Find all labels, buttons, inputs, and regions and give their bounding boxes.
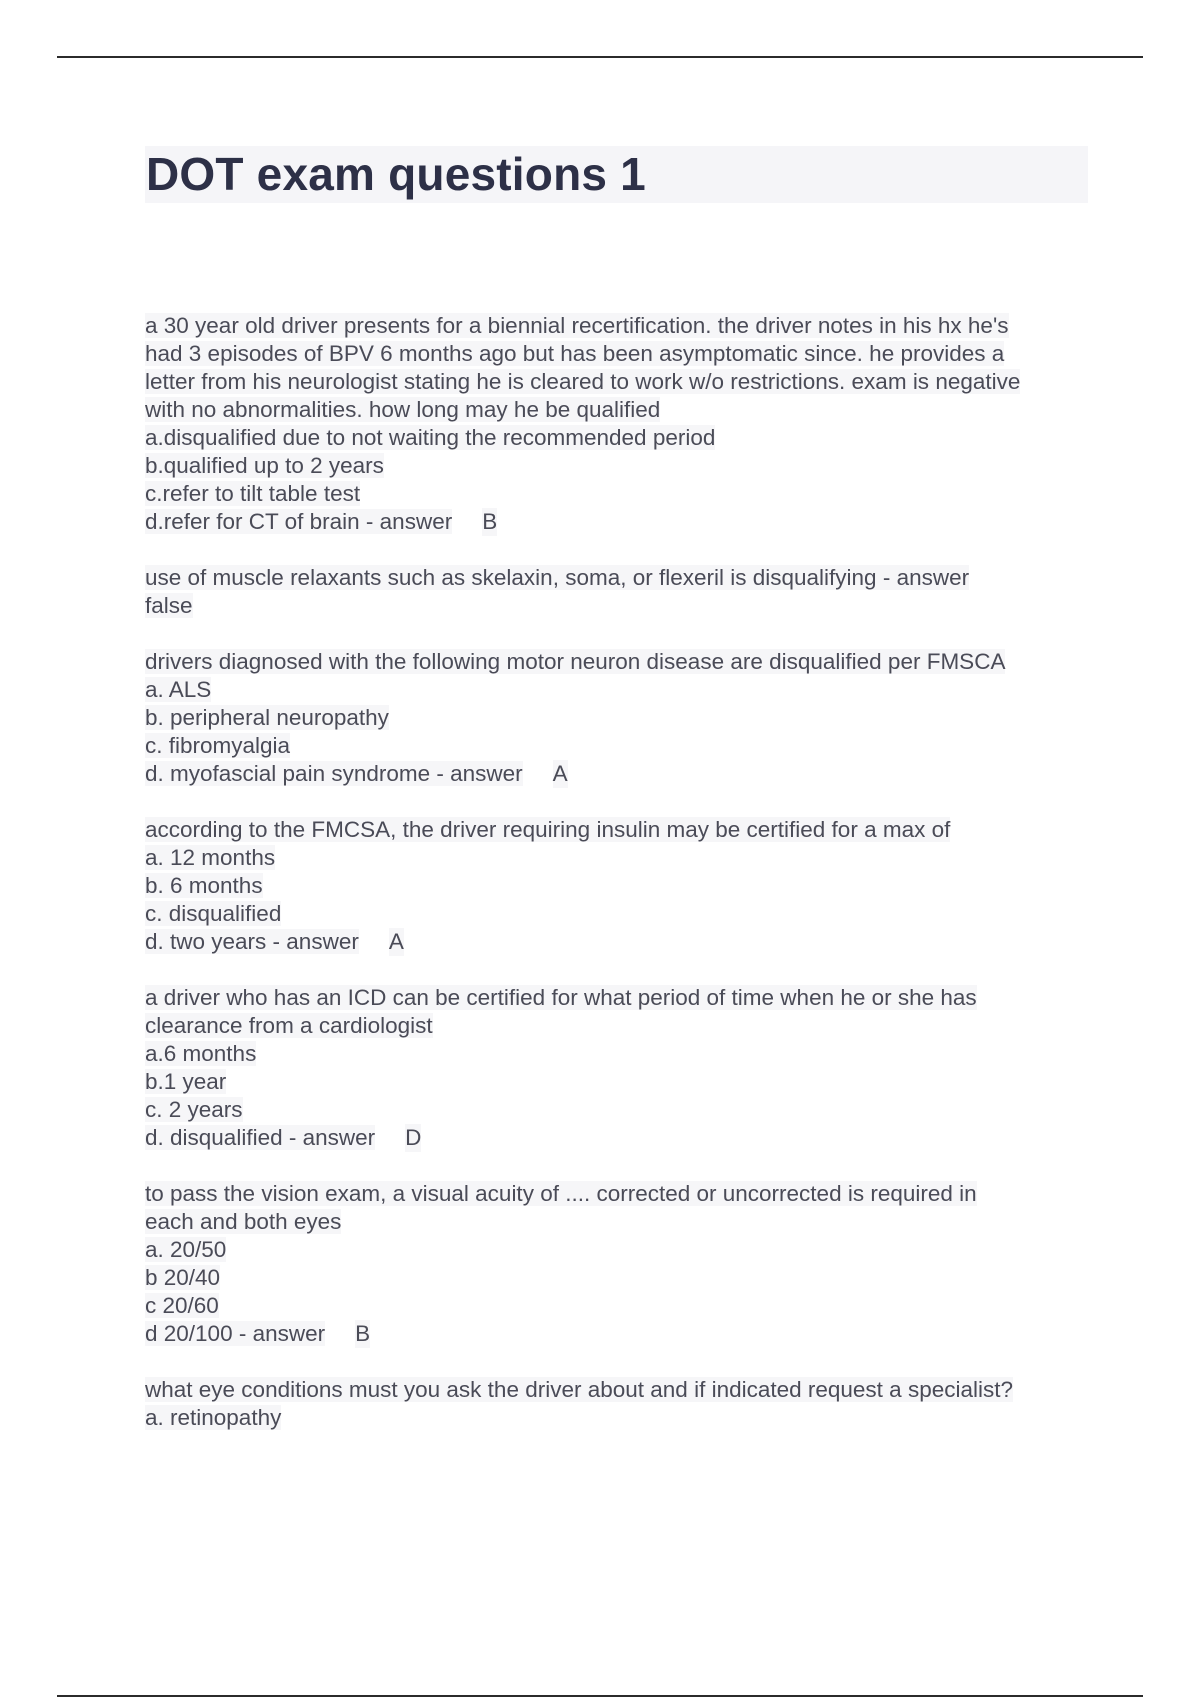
- answer-option: b. peripheral neuropathy: [145, 705, 389, 730]
- question-line: a 30 year old driver presents for a biennial recertification. the driver notes in his hx he's: [145, 313, 1009, 338]
- question-line: what eye conditions must you ask the driver about and if indicated request a specialist?: [145, 1377, 1013, 1402]
- document-title: DOT exam questions 1: [146, 148, 646, 200]
- question-block: [145, 564, 1090, 620]
- answer-option: a. retinopathy: [145, 1405, 282, 1430]
- top-rule: [57, 56, 1143, 58]
- question-block: [145, 1180, 1090, 1348]
- answer-option: c.refer to tilt table test: [145, 481, 361, 506]
- answer-option: c. disqualified: [145, 901, 282, 926]
- question-block: [145, 1376, 1090, 1432]
- question-block: [145, 816, 1090, 956]
- question-block: [145, 312, 1090, 536]
- answer-option: d. myofascial pain syndrome - answer A: [145, 761, 568, 786]
- answer-option: c. 2 years: [145, 1097, 243, 1122]
- question-line: each and both eyes: [145, 1209, 342, 1234]
- answer-option: b.qualified up to 2 years: [145, 453, 384, 478]
- answer-option: a.disqualified due to not waiting the recommended period: [145, 425, 716, 450]
- correct-answer: B: [482, 509, 498, 534]
- answer-option: a.6 months: [145, 1041, 257, 1066]
- question-block: [145, 984, 1090, 1152]
- answer-option: d. two years - answer A: [145, 929, 404, 954]
- answer-option: b 20/40: [145, 1265, 221, 1290]
- answer-option: d. disqualified - answer D: [145, 1125, 422, 1150]
- answer-option: c. fibromyalgia: [145, 733, 291, 758]
- question-line: drivers diagnosed with the following motor neuron disease are disqualified per FMSCA: [145, 649, 1006, 674]
- bottom-rule: [57, 1695, 1143, 1697]
- question-line: use of muscle relaxants such as skelaxin, soma, or flexeril is disqualifying - answer: [145, 565, 970, 590]
- answer-option: b.1 year: [145, 1069, 227, 1094]
- question-line: to pass the vision exam, a visual acuity of .... corrected or uncorrected is required in: [145, 1181, 977, 1206]
- answer-option: d.refer for CT of brain - answer B: [145, 509, 498, 534]
- answer-option: c 20/60: [145, 1293, 219, 1318]
- question-line: letter from his neurologist stating he is cleared to work w/o restrictions. exam is negative: [145, 369, 1021, 394]
- answer-option: a. ALS: [145, 677, 212, 702]
- correct-answer: A: [388, 929, 404, 954]
- question-line: clearance from a cardiologist: [145, 1013, 433, 1038]
- question-list: [145, 312, 1090, 1460]
- correct-answer: D: [405, 1125, 422, 1150]
- answer-option: a. 12 months: [145, 845, 276, 870]
- question-line: had 3 episodes of BPV 6 months ago but has been asymptomatic since. he provides a: [145, 341, 1005, 366]
- question-line: with no abnormalities. how long may he be qualified: [145, 397, 661, 422]
- question-line: a driver who has an ICD can be certified for what period of time when he or she has: [145, 985, 977, 1010]
- correct-answer: A: [552, 761, 568, 786]
- answer-option: d 20/100 - answer B: [145, 1321, 371, 1346]
- question-line: according to the FMCSA, the driver requiring insulin may be certified for a max of: [145, 817, 951, 842]
- answer-option: a. 20/50: [145, 1237, 227, 1262]
- correct-answer: false: [145, 593, 193, 618]
- correct-answer: B: [355, 1321, 371, 1346]
- answer-option: b. 6 months: [145, 873, 263, 898]
- question-block: [145, 648, 1090, 788]
